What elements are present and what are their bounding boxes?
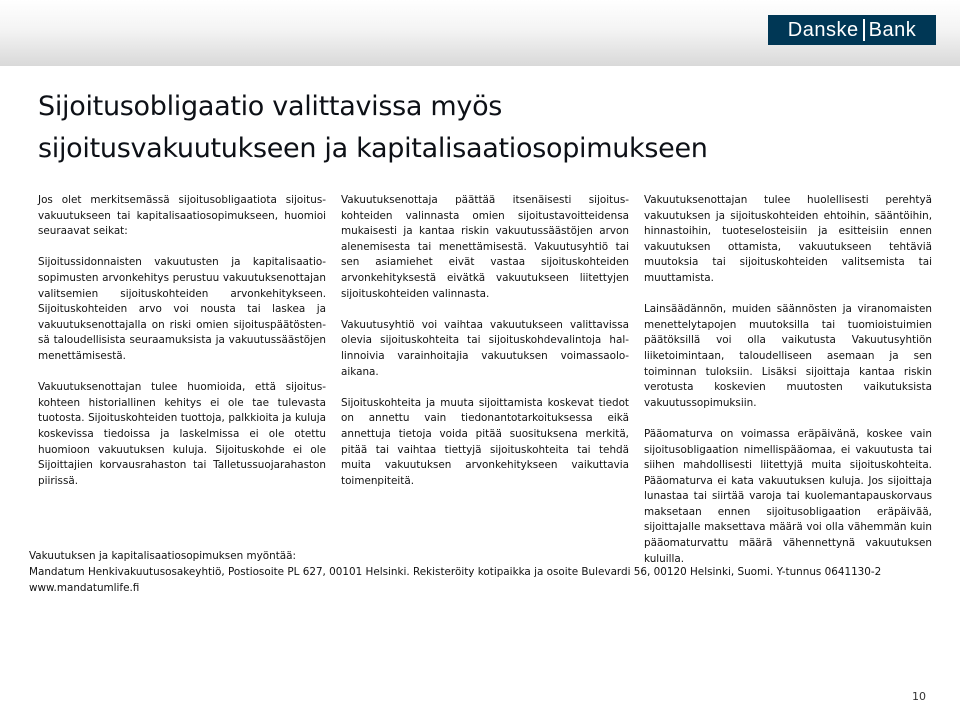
page-number: 10 [912,690,926,703]
text-column-1 [38,193,326,505]
paragraph: Vakuutuksenottajan tulee huolellisesti perehtyä vakuutuksen ja sijoituskohteiden ehtoihin, sääntöihin, hinnastoihin, tuoteselosteisiin ja esitteisiin ennen vakuutuksen ottamista, vakuutukseen tehtäviä muutoksia tai sijoituskohteiden valitsemista tai muuttamista. [644,194,932,284]
paragraph: Jos olet merkitsemässä sijoitusobligaatiota sijoitusvakuutukseen tai kapitalisaatiosopimukseen, huomioi seuraavat seikat: [38,194,326,238]
danske-bank-logo [768,15,936,45]
text-column-3 [644,193,932,583]
title-line-2: sijoitusvakuutukseen ja kapitalisaatiosopimukseen [38,133,708,164]
footer-website-link[interactable]: www.mandatumlife.fi [29,582,140,594]
paragraph: Sijoituskohteita ja muuta sijoittamista koskevat tiedot on annettu vain tiedonantotarkoituksessa eikä annettuja tietoja voida pitää suosituksena merkitä, pitää tai vaihtaa tiettyjä sijoituskohteita tai tehdä muita vakuutuksen arvonkehitykseen vaikuttavia toimenpiteitä. [341,396,629,487]
footer-line-1: Vakuutuksen ja kapitalisaatiosopimuksen myöntää: [29,550,297,562]
footer-line-2: Mandatum Henkivakuutusosakeyhtiö, Postiosoite PL 627, 00101 Helsinki. Rekisteröity kotipaikka ja osoite Bulevardi 56, 00120 Helsinki, Suomi. Y-tunnus 0641130-2 [29,566,882,578]
footer-issuer-info [29,548,939,596]
logo-text-right: Bank [868,18,917,41]
title-line-1: Sijoitusobligaatio valittavissa myös [38,91,503,122]
text-column-2 [341,193,629,505]
paragraph: Vakuutuksenottajan tulee huomioida, että sijoituskohteen historiallinen kehitys ei ole tae tulevasta tuotosta. Sijoituskohteiden tuottoja, palkkioita ja kuluja koskevissa tiedoissa ja laskelmissa ei ole otettu huomioon vakuutuksen kuluja. Sijoituskohde ei ole Sijoittajien korvausrahaston tai Talletussuojarahaston piirissä. [38,381,326,487]
paragraph: Sijoitussidonnaisten vakuutusten ja kapitalisaatiosopimusten arvonkehitys perustuu vakuutuksenottajan valitsemien sijoituskohteiden arvonkehitykseen. Sijoituskohteiden arvo voi nousta tai laskea ja vakuutuksenottajalla on riski omien sijoituspäätöstensä taloudellisista seuraamuksista ja vakuutussäästöjen menettämisestä. [38,256,326,362]
paragraph: Lainsäädännön, muiden säännösten ja viranomaisten menettelytapojen muutoksilla tai tuomioistuimien päätöksillä voi olla vaikutusta Vakuutusyhtiön liiketoimintaan, taloudelliseen asemaan ja sen toiminnan tuloksiin. Lisäksi sijoittaja kantaa riskin verotusta koskevien muutosten vaikutuksista vakuutussopimuksiin. [644,303,932,409]
paragraph: Vakuutuksenottaja päättää itsenäisesti sijoituskohteiden valinnasta omien sijoitustavoitteidensa mukaisesti ja kantaa riskin vakuutussäästöjen arvon alenemisesta tai menettämisestä. Vakuutusyhtiö tai sen asiamiehet eivät vastaa sijoituskohteiden arvonkehityksestä eivätkä vakuutukseen liitettyjen sijoituskohteiden valinnasta. [341,194,629,300]
page-title [38,86,918,170]
paragraph: Pääomaturva on voimassa eräpäivänä, koskee vain sijoitusobligaation nimellispääomaa, ei vakuutusta tai siihen mahdollisesti liitettyjä muita sijoituskohteita. Pääomaturva ei kata vakuutuksen kuluja. Jos sijoittaja lunastaa tai siirtää varoja tai kuolemantapauskorvaus maksetaan ennen sijoitusobligaation eräpäivää, sijoittajalle maksettava määrä voi olla vähemmän kuin pääomaturvattu määrä vähennettynä vakuutuksen kuluilla. [644,427,932,565]
paragraph: Vakuutusyhtiö voi vaihtaa vakuutukseen valittavissa olevia sijoituskohteita tai sijoituskohdevalintoja hallinnoivia varainhoitajia vakuutuksen voimassaoloaikana. [341,318,629,378]
logo-separator [863,19,865,41]
logo-text-left: Danske [787,18,859,41]
